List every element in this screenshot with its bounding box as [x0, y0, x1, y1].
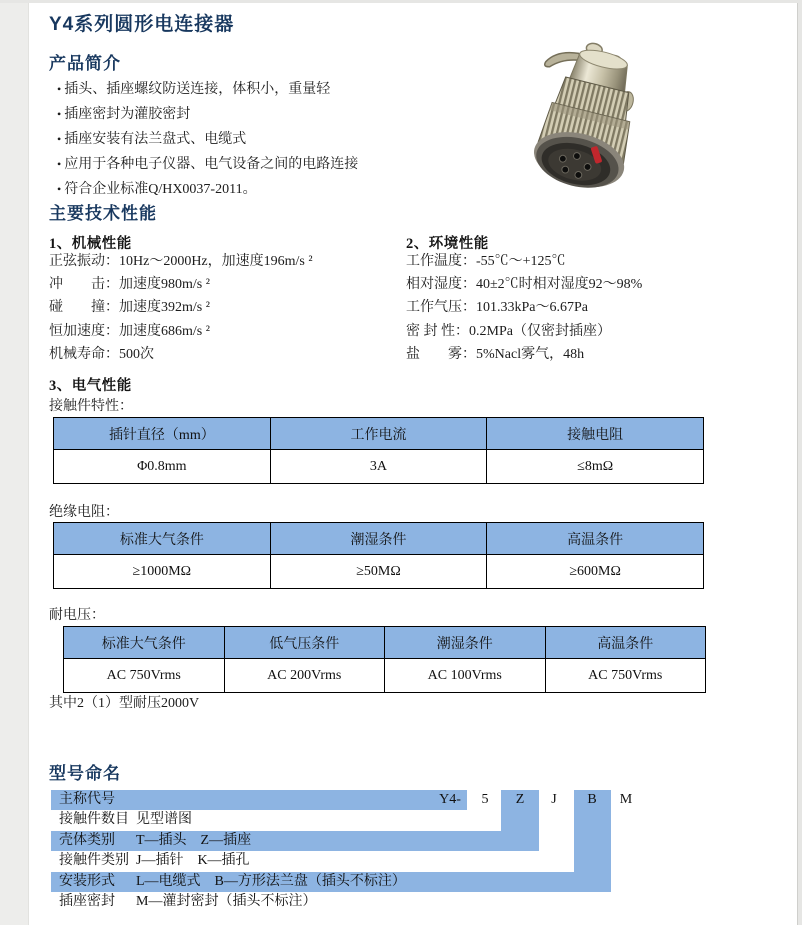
naming-row-label: 安装形式	[59, 873, 115, 889]
code-part-mount-style: B	[587, 792, 597, 807]
contact-table-label: 接触件特性：	[49, 399, 133, 414]
insulation-resistance-table	[53, 522, 704, 589]
naming-row-label: 壳体类别	[59, 832, 115, 848]
naming-row-label: 接触件类别	[59, 853, 129, 869]
naming-row-label: 主称代号	[59, 792, 115, 807]
naming-row-desc: L—电缆式 B—方形法兰盘（插头不标注）	[136, 873, 406, 889]
connector-photo	[504, 36, 674, 211]
table-cell: ≥1000MΩ	[54, 555, 271, 589]
code-part-shell-type: Z	[515, 792, 525, 807]
naming-row-label: 接触件数目	[59, 812, 129, 828]
naming-row-desc: 见型谱图	[136, 812, 192, 828]
spec-line: 工作气压：101.33kPa～6.67Pa	[406, 300, 588, 316]
table-cell: 3A	[270, 450, 487, 484]
connector-photo-illustration	[504, 36, 674, 211]
naming-heading: 型号命名	[49, 764, 121, 783]
table-row	[54, 450, 704, 484]
spec-line: 冲 击：加速度980m/s ²	[49, 277, 210, 293]
spec-line: 盐 雾：5%Nacl雾气，48h	[406, 346, 585, 362]
table-cell: AC 200Vrms	[224, 659, 385, 693]
document-page	[28, 3, 798, 925]
spec-line: 密 封 性：0.2MPa（仅密封插座）	[406, 323, 611, 339]
naming-band-row3	[51, 831, 539, 851]
intro-bullet: • 应用于各种电子仪器、电气设备之间的电路连接	[57, 152, 487, 177]
mechanical-title: 1、机械性能	[49, 236, 132, 252]
spec-line: 相对湿度：40±2℃时相对湿度92～98%	[406, 277, 643, 293]
model-naming-diagram	[29, 790, 799, 916]
code-part-series: Y4-	[439, 792, 461, 807]
table-header-cell: 插针直径（mm）	[54, 418, 271, 450]
spec-line: 机械寿命：500次	[49, 346, 154, 362]
spec-line: 正弦振动：10Hz～2000Hz，加速度196m/s ²	[49, 254, 313, 269]
environmental-spec-list	[406, 250, 776, 366]
table-header-cell: 高温条件	[487, 523, 704, 555]
intro-bullet: • 插座安装有法兰盘式、电缆式	[57, 127, 487, 152]
table-header-cell: 潮湿条件	[270, 523, 487, 555]
spec-line: 碰 撞：加速度392m/s ²	[49, 300, 210, 316]
table-header-cell: 低气压条件	[224, 627, 385, 659]
table-header-cell: 工作电流	[270, 418, 487, 450]
table-cell: AC 100Vrms	[385, 659, 546, 693]
naming-row-label: 插座密封	[59, 894, 115, 909]
table-cell: Φ0.8mm	[54, 450, 271, 484]
table-cell: AC 750Vrms	[545, 659, 706, 693]
electrical-title: 3、电气性能	[49, 378, 132, 394]
table-header-cell: 高温条件	[545, 627, 706, 659]
naming-row-desc: M—灌封密封（插头不标注）	[136, 894, 317, 909]
page-title: Y4系列圆形电连接器	[49, 14, 235, 35]
mechanical-spec-list	[49, 250, 399, 366]
naming-row-desc: J—插针 K—插孔	[136, 853, 250, 869]
code-part-contact-type: J	[551, 792, 557, 807]
table-header-cell: 潮湿条件	[385, 627, 546, 659]
intro-bullet: • 插头、插座螺纹防送连接，体积小，重量轻	[57, 77, 487, 102]
naming-row-desc: T—插头 Z—插座	[136, 832, 252, 848]
tech-heading: 主要技术性能	[49, 204, 157, 223]
table-cell: ≥600MΩ	[487, 555, 704, 589]
table-cell: ≥50MΩ	[270, 555, 487, 589]
insulation-table-label: 绝缘电阻：	[49, 505, 119, 520]
code-part-contact-count: 5	[481, 792, 489, 807]
environmental-title: 2、环境性能	[406, 236, 489, 252]
intro-bullet: • 符合企业标准Q/HX0037-2011。	[57, 177, 487, 202]
contact-characteristics-table	[53, 417, 704, 484]
table-cell: ≤8mΩ	[487, 450, 704, 484]
spec-line: 工作温度：-55℃～+125℃	[406, 254, 566, 269]
table-header-cell: 接触电阻	[487, 418, 704, 450]
table-cell: AC 750Vrms	[64, 659, 225, 693]
table-header-cell: 标准大气条件	[64, 627, 225, 659]
voltage-table-label: 耐电压：	[49, 608, 105, 623]
spec-line: 恒加速度：加速度686m/s ²	[49, 323, 210, 339]
intro-heading: 产品简介	[49, 54, 121, 73]
voltage-note: 其中2（1）型耐压2000V	[49, 696, 200, 711]
page-top-edge	[0, 0, 802, 3]
table-row	[64, 659, 706, 693]
intro-bullet: • 插座密封为灌胶密封	[57, 102, 487, 127]
table-header-cell: 标准大气条件	[54, 523, 271, 555]
table-row	[54, 555, 704, 589]
page-right-edge	[798, 0, 802, 925]
withstand-voltage-table	[63, 626, 706, 693]
intro-bullet-list	[57, 77, 487, 202]
code-part-seal: M	[619, 792, 633, 807]
